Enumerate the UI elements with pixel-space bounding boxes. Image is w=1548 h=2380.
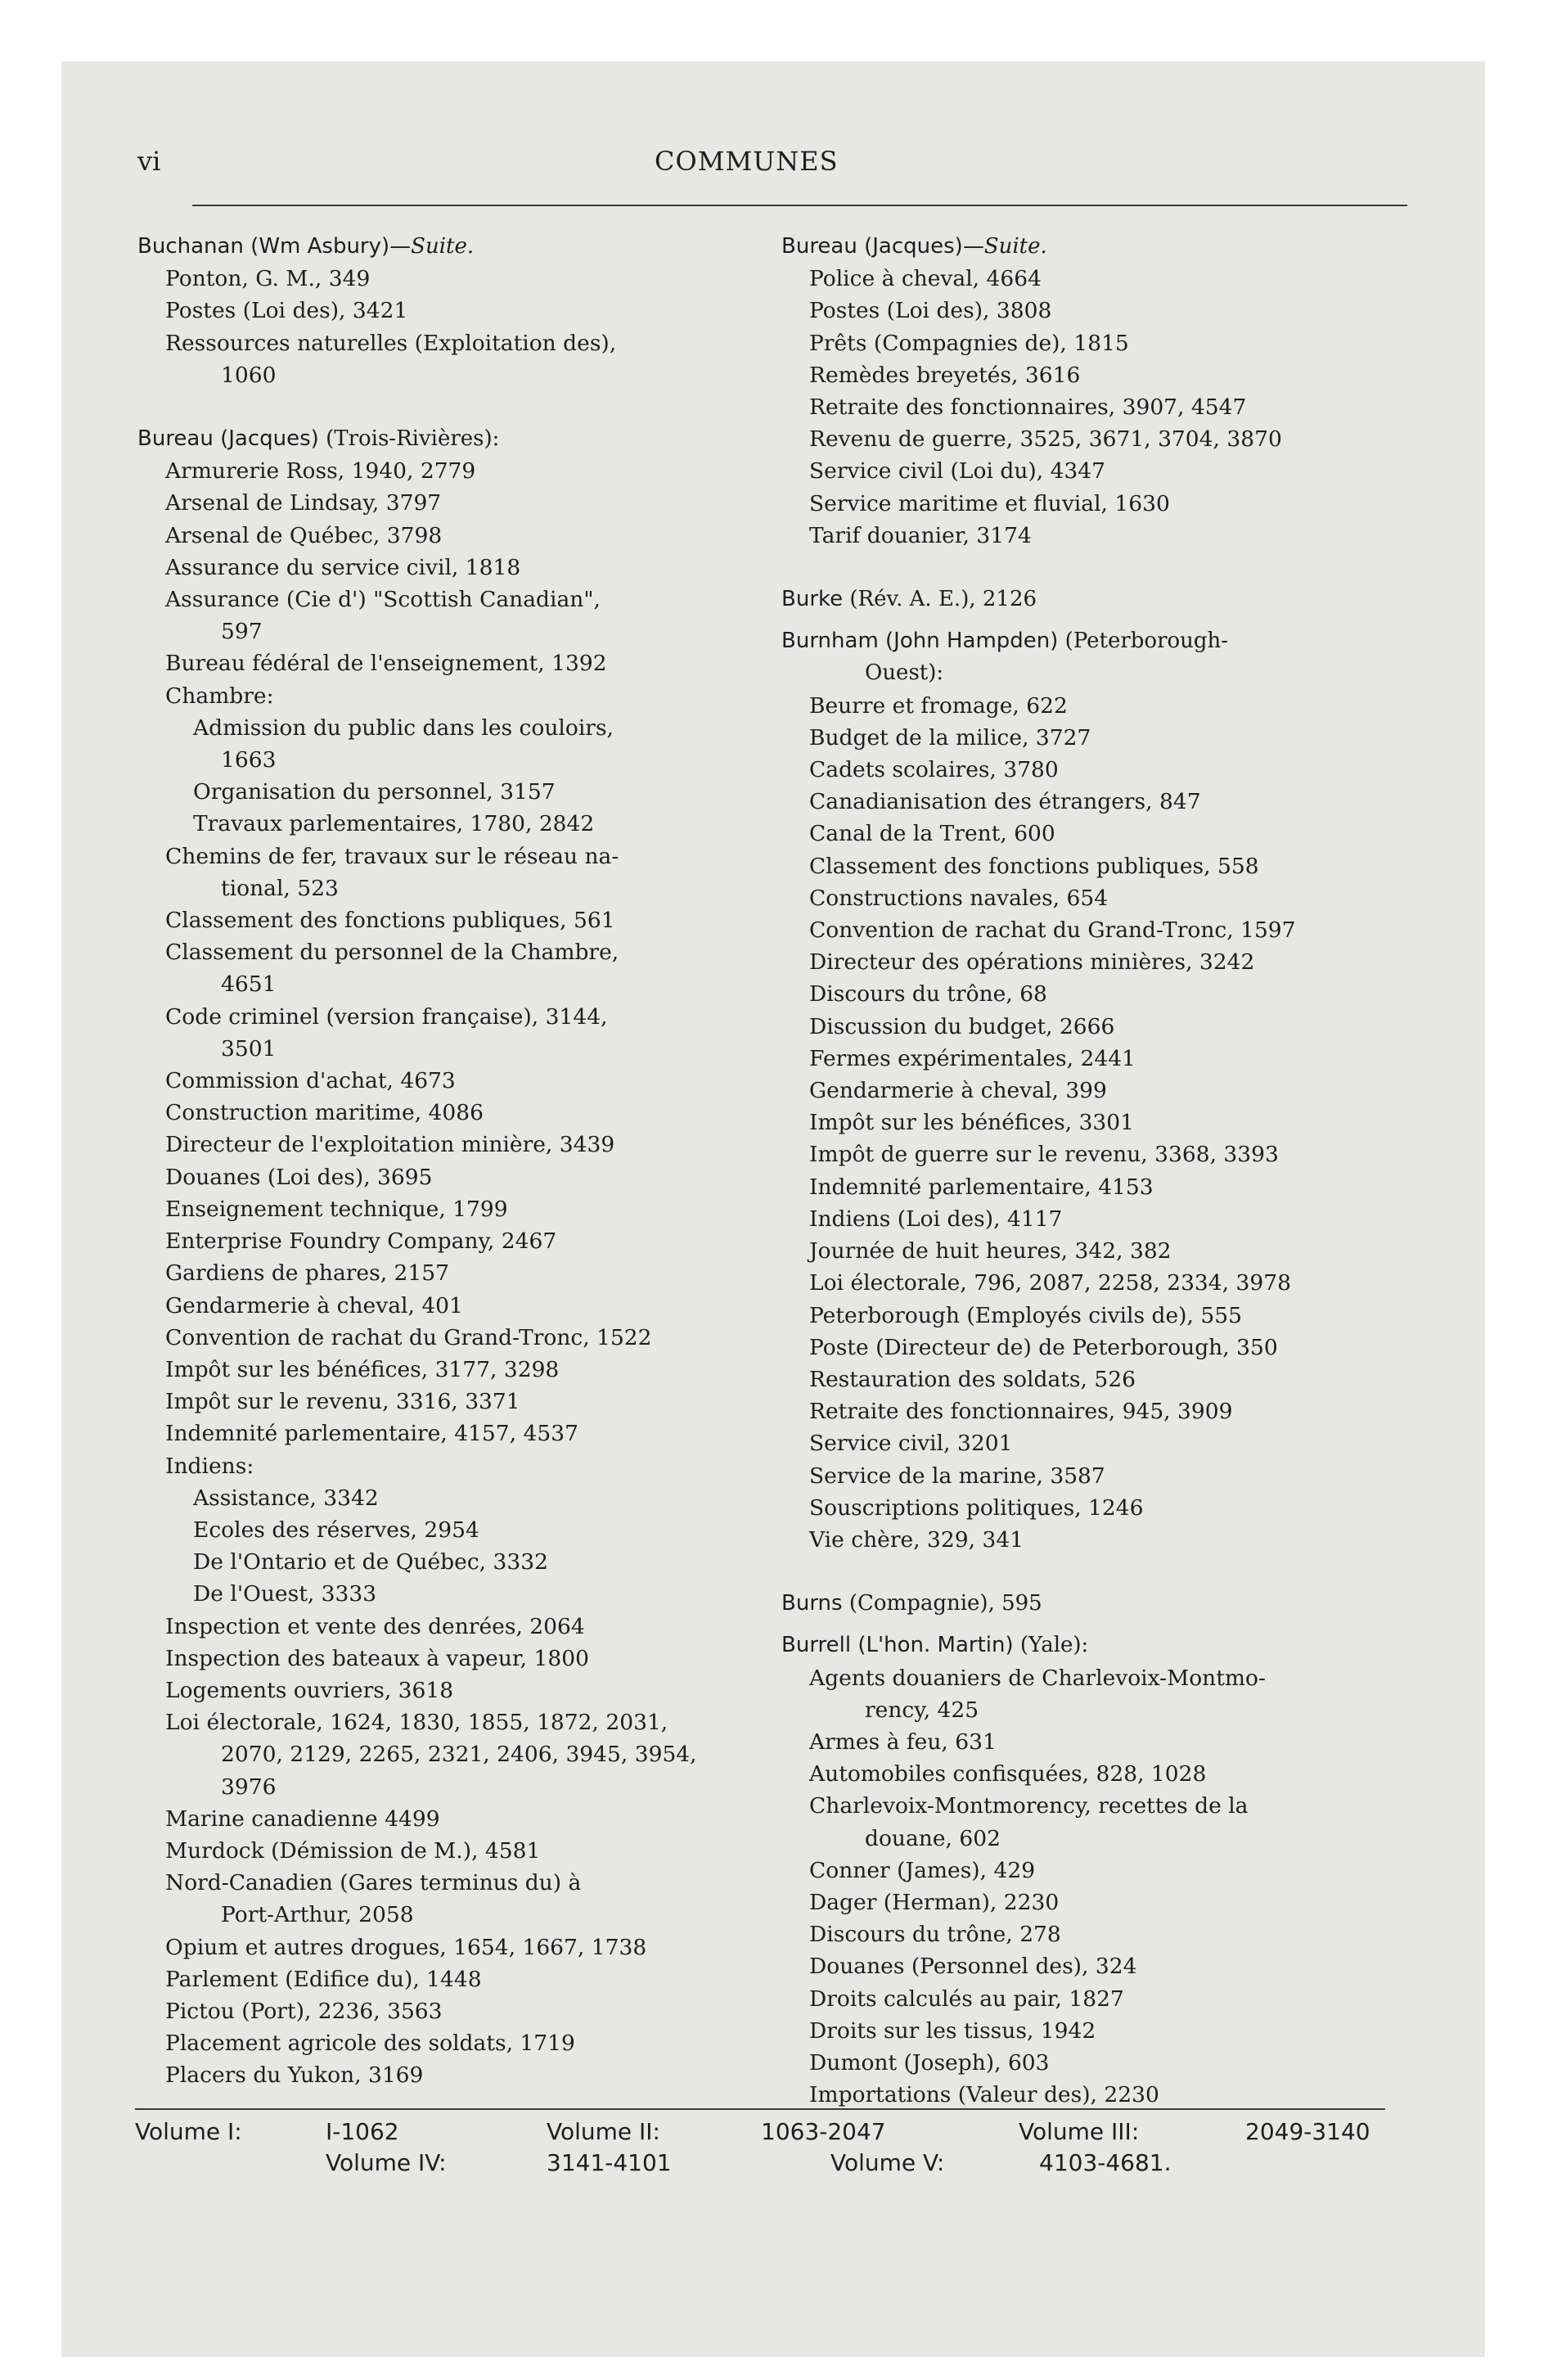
- entry-list: [781, 690, 1403, 1556]
- entry-text: Postes (Loi des), 3421: [165, 298, 408, 324]
- entry-text: Gendarmerie à cheval, 399: [809, 1078, 1107, 1104]
- index-entry: [137, 1643, 755, 1675]
- index-entry: [781, 1075, 1403, 1107]
- entry-text: Automobiles confisquées, 828, 1028: [809, 1761, 1207, 1787]
- entry-text: Beurre et fromage, 622: [809, 692, 1068, 719]
- index-entry: [137, 1611, 755, 1643]
- entry-continuation: 3976: [221, 1774, 277, 1800]
- index-entry: [137, 1995, 755, 2027]
- index-entry: [137, 1065, 755, 1097]
- index-entry: [781, 327, 1403, 359]
- entry-text: Peterborough (Employés civils de), 555: [809, 1302, 1242, 1328]
- index-entry: [137, 680, 755, 712]
- entry-text: Retraite des fonctionnaires, 3907, 4547: [809, 394, 1247, 421]
- index-entry: [137, 1931, 755, 1963]
- entry-text: Classement des fonctions publiques, 561: [165, 908, 615, 934]
- index-entry: [137, 295, 755, 327]
- entry-text: Impôt sur les bénéfices, 3301: [809, 1110, 1135, 1136]
- entry-heading-burrell: [781, 1629, 1403, 1661]
- volume-1-label: Volume I:: [135, 2118, 242, 2145]
- entry-text: Organisation du personnel, 3157: [193, 779, 556, 805]
- entry-text: Directeur de l'exploitation minière, 3439: [165, 1132, 615, 1158]
- entry-text: Directeur des opérations minières, 3242: [809, 949, 1255, 976]
- entry-text: Murdock (Démission de M.), 4581: [165, 1837, 541, 1864]
- entry-text: Construction maritime, 4086: [165, 1100, 484, 1126]
- entry-text: Indiens:: [165, 1453, 254, 1479]
- heading-riding: (Yale):: [1019, 1633, 1089, 1658]
- subentry-list-chambre: [137, 712, 755, 841]
- index-entry: [137, 1675, 755, 1706]
- entry-text: Vie chère, 329, 341: [809, 1526, 1024, 1553]
- index-entry: [137, 1097, 755, 1129]
- entry-text: Convention de rachat du Grand-Tronc, 1597: [809, 917, 1296, 944]
- index-entry: [137, 1386, 755, 1418]
- entry-text: Journée de huit heures, 342, 382: [809, 1238, 1172, 1264]
- entry-heading-buchanan: [137, 231, 755, 263]
- entry-text: Chemins de fer, travaux sur le réseau na-: [165, 843, 619, 869]
- entry-list: [781, 1662, 1403, 2112]
- index-entry: [781, 754, 1403, 786]
- entry-text: Assistance, 3342: [193, 1485, 379, 1511]
- entry-text: Arsenal de Québec, 3798: [165, 522, 443, 548]
- index-entry: [781, 1492, 1403, 1524]
- entry-text: Douanes (Loi des), 3695: [165, 1164, 433, 1190]
- index-entry: [781, 295, 1403, 327]
- entry-text: Dumont (Joseph), 603: [809, 2049, 1050, 2076]
- index-subentry: [137, 712, 755, 776]
- heading-name: Burke: [781, 587, 850, 612]
- entry-text: Revenu de guerre, 3525, 3671, 3704, 3870: [809, 426, 1282, 453]
- index-entry: [781, 818, 1403, 850]
- entry-text: Discussion du budget, 2666: [809, 1013, 1115, 1039]
- entry-heading-bureau: [137, 423, 755, 455]
- entry-text: De l'Ouest, 3333: [193, 1581, 377, 1607]
- entry-text: Agents douaniers de Charlevoix-Montmo-: [809, 1665, 1266, 1691]
- volume-2-label: Volume II:: [547, 2118, 660, 2145]
- entry-text: Cadets scolaires, 3780: [809, 757, 1059, 783]
- entry-continuation: 1663: [221, 747, 277, 773]
- entry-text: Admission du public dans les couloirs,: [193, 714, 614, 741]
- entry-text: Service civil (Loi du), 4347: [809, 458, 1106, 485]
- index-entry: [781, 850, 1403, 882]
- entry-continuation: 3501: [221, 1035, 277, 1062]
- heading-riding-cont-text: Ouest):: [865, 660, 944, 686]
- entry-text: Bureau fédéral de l'enseignement, 1392: [165, 651, 607, 677]
- entry-text: Tarif douanier, 3174: [809, 522, 1032, 548]
- entry-text: Gardiens de phares, 2157: [165, 1260, 449, 1287]
- index-entry: [137, 1418, 755, 1449]
- entry-text: Parlement (Edifice du), 1448: [165, 1966, 482, 1992]
- index-entry: [137, 904, 755, 936]
- index-subentry: [137, 808, 755, 840]
- index-entry: [781, 520, 1403, 552]
- entry-text: Logements ouvriers, 3618: [165, 1677, 454, 1703]
- index-entry: [781, 1267, 1403, 1299]
- volume-5-range: 4103-4681.: [1039, 2149, 1172, 2176]
- index-entry: [781, 423, 1403, 455]
- entry-list: [137, 455, 755, 712]
- index-subentry: [137, 1578, 755, 1610]
- volume-4-label: Volume IV:: [326, 2149, 447, 2176]
- index-entry: [137, 487, 755, 519]
- entry-text: Remèdes breyetés, 3616: [809, 362, 1081, 388]
- index-entry: [781, 1918, 1403, 1950]
- entry-text: Placers du Yukon, 3169: [165, 2062, 424, 2089]
- index-entry: [137, 1290, 755, 1322]
- index-entry: [781, 1886, 1403, 1918]
- entry-list: [137, 841, 755, 1482]
- index-entry: [137, 1963, 755, 1995]
- index-entry: [781, 1138, 1403, 1170]
- index-entry: [781, 1790, 1403, 1854]
- index-entry: [781, 1043, 1403, 1075]
- entry-text: Inspection et vente des denrées, 2064: [165, 1613, 585, 1639]
- entry-text: Assurance (Cie d') "Scottish Canadian",: [165, 587, 601, 613]
- index-entry: [781, 1950, 1403, 1982]
- entry-text: Importations (Valeur des), 2230: [809, 2082, 1159, 2108]
- entry-text: Postes (Loi des), 3808: [809, 298, 1052, 324]
- entry-list: [137, 263, 755, 391]
- entry-text: Loi électorale, 1624, 1830, 1855, 1872, 2031,: [165, 1710, 668, 1736]
- heading-name: Burnham (John Hampden): [781, 629, 1065, 654]
- index-entry: [137, 1450, 755, 1482]
- left-column: [137, 231, 755, 2092]
- entry-heading-burnham: [781, 625, 1403, 657]
- heading-name: Bureau (Jacques)—: [781, 234, 984, 259]
- index-entry: [137, 1867, 755, 1931]
- page-number: vi: [137, 146, 161, 177]
- entry-text: Chambre:: [165, 683, 274, 709]
- footer-rule: [135, 2108, 1385, 2110]
- entry-text: Ponton, G. M., 349: [165, 266, 371, 292]
- index-entry: [781, 978, 1403, 1010]
- index-entry: [781, 391, 1403, 423]
- entry-text: Droits sur les tissus, 1942: [809, 2017, 1096, 2044]
- entry-text: Discours du trône, 278: [809, 1922, 1061, 1948]
- index-entry: [781, 359, 1403, 391]
- heading-suite: Suite.: [983, 234, 1047, 259]
- entry-text: Police à cheval, 4664: [809, 266, 1042, 292]
- index-entry: [137, 1193, 755, 1225]
- entry-text: Enterprise Foundry Company, 2467: [165, 1228, 557, 1255]
- volume-5-label: Volume V:: [830, 2149, 945, 2176]
- entry-text: Ressources naturelles (Exploitation des),: [165, 330, 617, 356]
- index-entry: [781, 1332, 1403, 1364]
- entry-text: Retraite des fonctionnaires, 945, 3909: [809, 1399, 1233, 1425]
- index-entry: [781, 722, 1403, 754]
- entry-text: Nord-Canadien (Gares terminus du) à: [165, 1870, 582, 1896]
- entry-text: Impôt de guerre sur le revenu, 3368, 3393: [809, 1142, 1279, 1168]
- entry-text: Fermes expérimentales, 2441: [809, 1045, 1136, 1071]
- entry-text: Service civil, 3201: [809, 1431, 1013, 1457]
- entry-text: Constructions navales, 654: [809, 885, 1109, 911]
- index-subentry: [137, 1514, 755, 1546]
- index-entry: [781, 882, 1403, 914]
- entry-text: Ecoles des réserves, 2954: [193, 1517, 479, 1543]
- volume-4-range: 3141-4101: [547, 2149, 672, 2176]
- header-rule: [192, 205, 1407, 206]
- index-subentry: [137, 776, 755, 808]
- index-entry: [137, 2027, 755, 2059]
- index-entry: [781, 1460, 1403, 1492]
- index-entry: [137, 1161, 755, 1193]
- index-entry: [137, 455, 755, 487]
- heading-name: Burrell (L'hon. Martin): [781, 1633, 1020, 1658]
- entry-text: Indiens (Loi des), 4117: [809, 1206, 1063, 1232]
- heading-detail: (Compagnie), 595: [848, 1591, 1042, 1616]
- entry-heading-burns: [781, 1588, 1403, 1620]
- heading-riding: (Trois-Rivières):: [326, 426, 500, 452]
- entry-text: Enseignement technique, 1799: [165, 1196, 508, 1222]
- index-entry: [137, 1225, 755, 1257]
- entry-text: Gendarmerie à cheval, 401: [165, 1292, 463, 1318]
- right-column: [781, 231, 1403, 2111]
- entry-text: Souscriptions politiques, 1246: [809, 1494, 1144, 1521]
- entry-text: Douanes (Personnel des), 324: [809, 1954, 1137, 1980]
- heading-name: Bureau (Jacques): [137, 426, 326, 452]
- index-entry: [137, 552, 755, 584]
- index-entry: [137, 2059, 755, 2091]
- entry-text: Placement agricole des soldats, 1719: [165, 2031, 575, 2057]
- entry-continuation: tional, 523: [221, 875, 339, 901]
- entry-text: Inspection des bateaux à vapeur, 1800: [165, 1645, 589, 1671]
- entry-text: Service maritime et fluvial, 1630: [809, 490, 1170, 516]
- index-entry: [137, 1322, 755, 1354]
- index-entry: [137, 647, 755, 679]
- entry-text: Armes à feu, 631: [809, 1729, 997, 1755]
- entry-text: Charlevoix-Montmorency, recettes de la: [809, 1793, 1249, 1819]
- volume-3-label: Volume III:: [1019, 2118, 1140, 2145]
- entry-text: Conner (James), 429: [809, 1857, 1036, 1883]
- index-entry: [137, 1257, 755, 1289]
- entry-list: [137, 1611, 755, 2092]
- index-entry: [781, 914, 1403, 946]
- entry-text: Marine canadienne 4499: [165, 1805, 440, 1832]
- index-entry: [781, 1983, 1403, 2015]
- index-entry: [781, 2015, 1403, 2047]
- index-entry: [137, 841, 755, 904]
- entry-text: Discours du trône, 68: [809, 981, 1047, 1007]
- page-title: COMMUNES: [655, 146, 839, 177]
- entry-continuation: 4651: [221, 971, 277, 998]
- entry-text: Canal de la Trent, 600: [809, 821, 1055, 847]
- entry-text: Classement du personnel de la Chambre,: [165, 940, 619, 966]
- index-subentry: [137, 1546, 755, 1578]
- index-entry: [781, 455, 1403, 487]
- entry-text: Travaux parlementaires, 1780, 2842: [193, 811, 595, 837]
- entry-continuation: douane, 602: [865, 1825, 1001, 1851]
- heading-suite: Suite.: [411, 234, 475, 259]
- index-entry: [137, 1001, 755, 1065]
- index-entry: [781, 946, 1403, 978]
- index-entry: [781, 1726, 1403, 1758]
- entry-continuation: Port-Arthur, 2058: [221, 1902, 414, 1928]
- index-entry: [137, 1706, 755, 1803]
- index-entry: [781, 2047, 1403, 2079]
- subentry-list-indiens: [137, 1482, 755, 1611]
- entry-text: Poste (Directeur de) de Peterborough, 350: [809, 1334, 1278, 1360]
- index-entry: [781, 1855, 1403, 1886]
- entry-text: Assurance du service civil, 1818: [165, 554, 521, 580]
- entry-text: Service de la marine, 3587: [809, 1463, 1105, 1489]
- entry-continuation: 1060: [221, 362, 277, 388]
- index-entry: [781, 2079, 1403, 2111]
- entry-text: Arsenal de Lindsay, 3797: [165, 490, 442, 516]
- entry-text: Classement des fonctions publiques, 558: [809, 853, 1259, 879]
- index-entry: [781, 690, 1403, 722]
- entry-text: Loi électorale, 796, 2087, 2258, 2334, 3978: [809, 1270, 1291, 1296]
- index-entry: [781, 1758, 1403, 1790]
- entry-continuation: rency, 425: [865, 1697, 979, 1723]
- index-entry: [137, 1803, 755, 1835]
- index-entry: [781, 1427, 1403, 1459]
- index-entry: [137, 1129, 755, 1161]
- volume-1-range: I-1062: [326, 2118, 399, 2145]
- index-entry: [781, 1171, 1403, 1203]
- entry-continuation: 597: [221, 619, 263, 645]
- entry-text: Canadianisation des étrangers, 847: [809, 789, 1201, 815]
- index-entry: [781, 1235, 1403, 1267]
- entry-text: Droits calculés au pair, 1827: [809, 1986, 1124, 2012]
- index-entry: [137, 584, 755, 647]
- index-entry: [137, 1354, 755, 1386]
- entry-text: De l'Ontario et de Québec, 3332: [193, 1549, 548, 1575]
- index-entry: [781, 1107, 1403, 1138]
- entry-text: Indemnité parlementaire, 4153: [809, 1174, 1154, 1200]
- heading-detail: (Rév. A. E.), 2126: [849, 587, 1037, 612]
- entry-text: Impôt sur les bénéfices, 3177, 3298: [165, 1356, 560, 1382]
- heading-riding: (Peterborough-: [1064, 629, 1229, 654]
- entry-text: Impôt sur le revenu, 3316, 3371: [165, 1389, 520, 1415]
- index-entry: [137, 327, 755, 391]
- index-entry: [781, 786, 1403, 818]
- index-entry: [137, 936, 755, 1000]
- entry-text: Indemnité parlementaire, 4157, 4537: [165, 1421, 578, 1447]
- entry-text: Restauration des soldats, 526: [809, 1366, 1136, 1392]
- entry-text: Dager (Herman), 2230: [809, 1889, 1060, 1915]
- entry-text: Pictou (Port), 2236, 3563: [165, 1998, 443, 2024]
- index-entry: [137, 263, 755, 295]
- entry-text: Armurerie Ross, 1940, 2779: [165, 458, 476, 485]
- entry-text: Convention de rachat du Grand-Tronc, 1522: [165, 1324, 652, 1350]
- index-entry: [781, 1203, 1403, 1235]
- heading-name: Burns: [781, 1591, 849, 1616]
- entry-text: Commission d'achat, 4673: [165, 1068, 456, 1094]
- entry-text: Code criminel (version française), 3144,: [165, 1003, 608, 1030]
- entry-heading-bureau-suite: [781, 231, 1403, 263]
- entry-list: [781, 263, 1403, 552]
- index-entry: [137, 520, 755, 552]
- entry-text: Budget de la milice, 3727: [809, 724, 1091, 751]
- index-entry: [781, 1395, 1403, 1427]
- heading-riding-cont: [781, 657, 1403, 689]
- index-entry: [781, 263, 1403, 295]
- entry-text: Prêts (Compagnies de), 1815: [809, 330, 1129, 356]
- index-entry: [137, 1835, 755, 1867]
- index-subentry: [137, 1482, 755, 1514]
- index-entry: [781, 1662, 1403, 1726]
- entry-heading-burke: [781, 584, 1403, 615]
- index-entry: [781, 1364, 1403, 1395]
- volume-3-range: 2049-3140: [1245, 2118, 1370, 2145]
- volume-2-range: 1063-2047: [761, 2118, 886, 2145]
- heading-name: Buchanan (Wm Asbury)—: [137, 234, 412, 259]
- index-entry: [781, 1524, 1403, 1556]
- index-entry: [781, 1011, 1403, 1043]
- index-entry: [781, 1300, 1403, 1332]
- index-entry: [781, 488, 1403, 520]
- entry-continuation: 2070, 2129, 2265, 2321, 2406, 3945, 3954,: [221, 1742, 697, 1768]
- entry-text: Opium et autres drogues, 1654, 1667, 1738: [165, 1934, 647, 1960]
